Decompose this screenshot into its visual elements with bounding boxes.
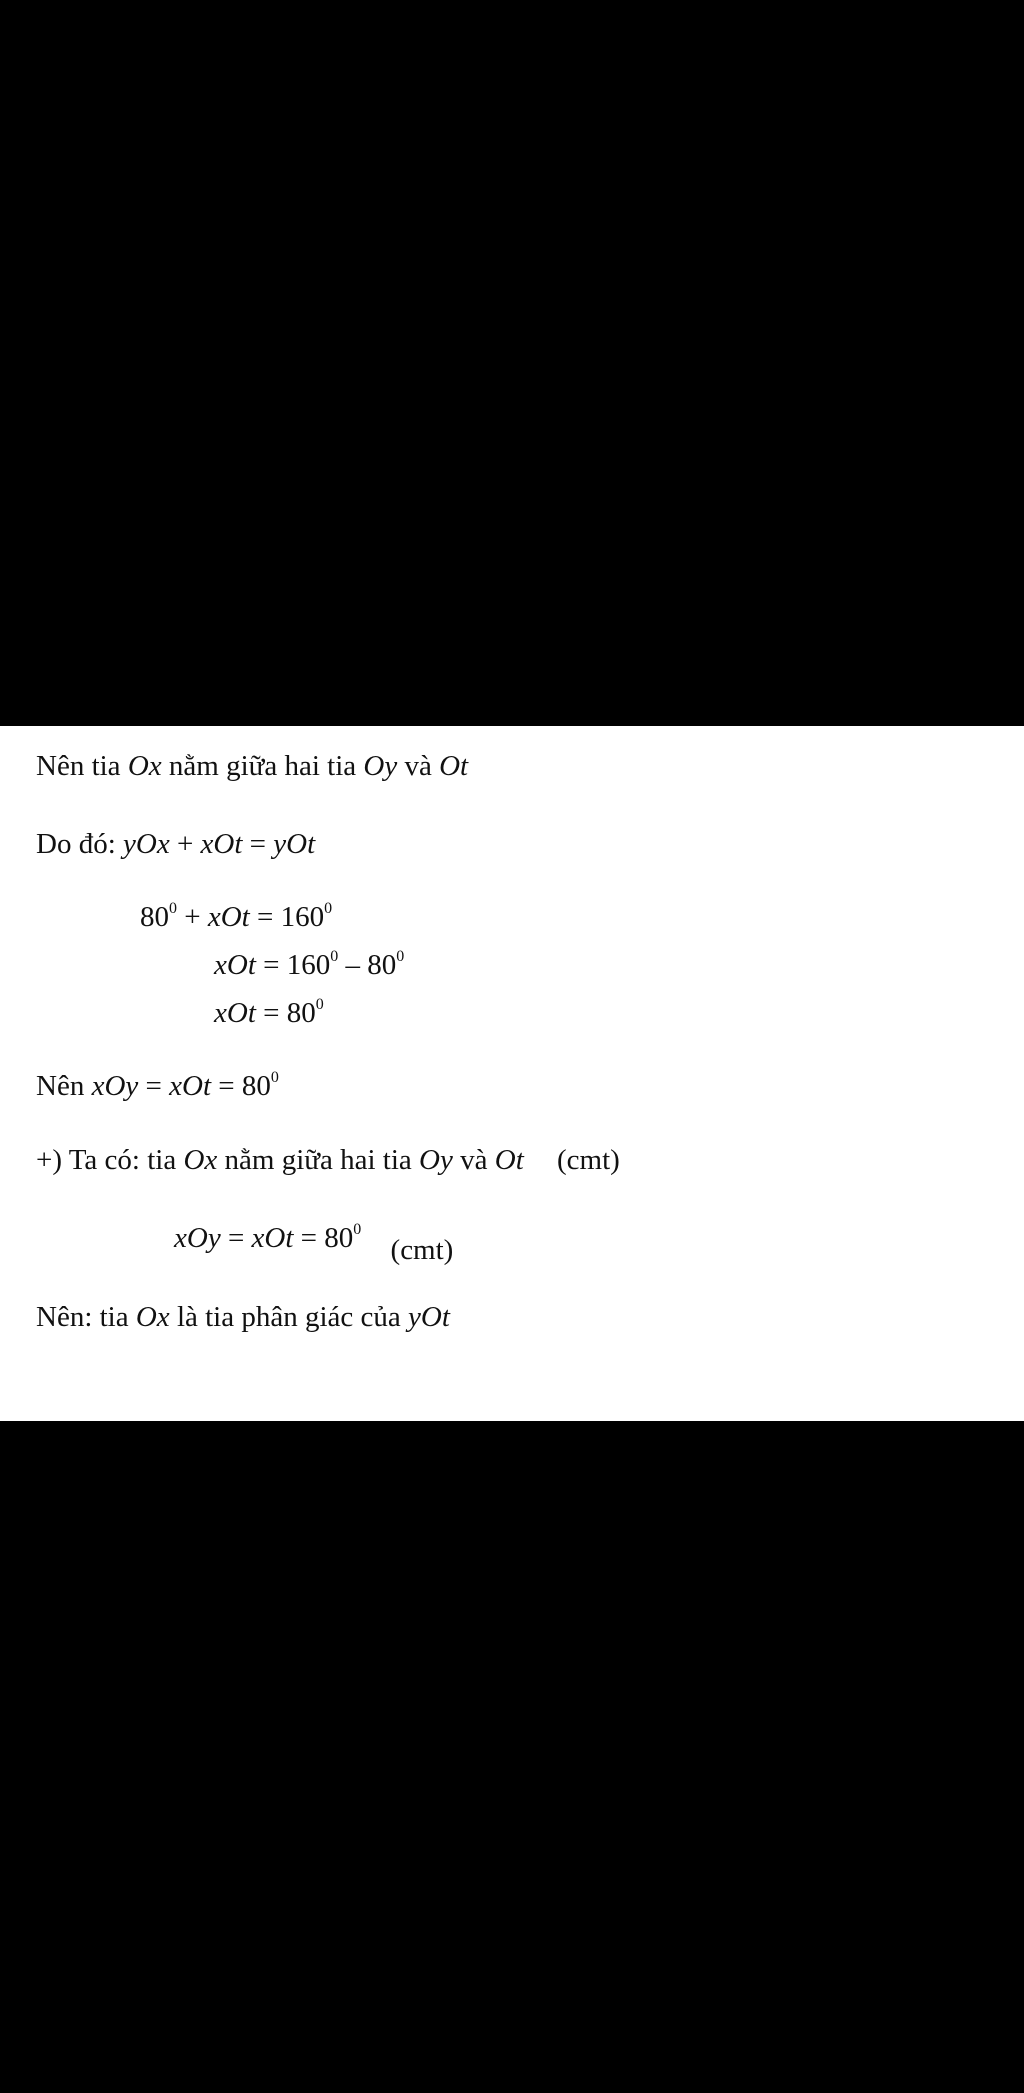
statement-line-3: Nên xOy = xOt = $80^0$: [36, 1069, 279, 1102]
citation-cmt: (cmt): [557, 1144, 620, 1176]
statement-line-1: Nên tia Ox nằm giữa hai tia Oy và Ot: [36, 750, 469, 782]
equation-line-4: xOy = xOt = $80^0$ (cmt): [174, 1221, 454, 1266]
equation-line-3: xOt = $80^0$: [214, 996, 324, 1029]
equation-line-1: $80^0$ + xOt = $160^0$: [140, 900, 333, 933]
document-page: [0, 726, 1024, 1421]
conclusion-line: Nên: tia Ox là tia phân giác của yOt: [36, 1301, 450, 1333]
citation-cmt: (cmt): [390, 1234, 454, 1266]
statement-line-2: Do đó: yOx + xOt = yOt: [36, 828, 316, 860]
equation-line-2: xOt = $160^0 - 80^0$: [214, 948, 405, 981]
statement-line-4: +) Ta có: tia Ox nằm giữa hai tia Oy và Ot (cmt): [36, 1144, 620, 1176]
